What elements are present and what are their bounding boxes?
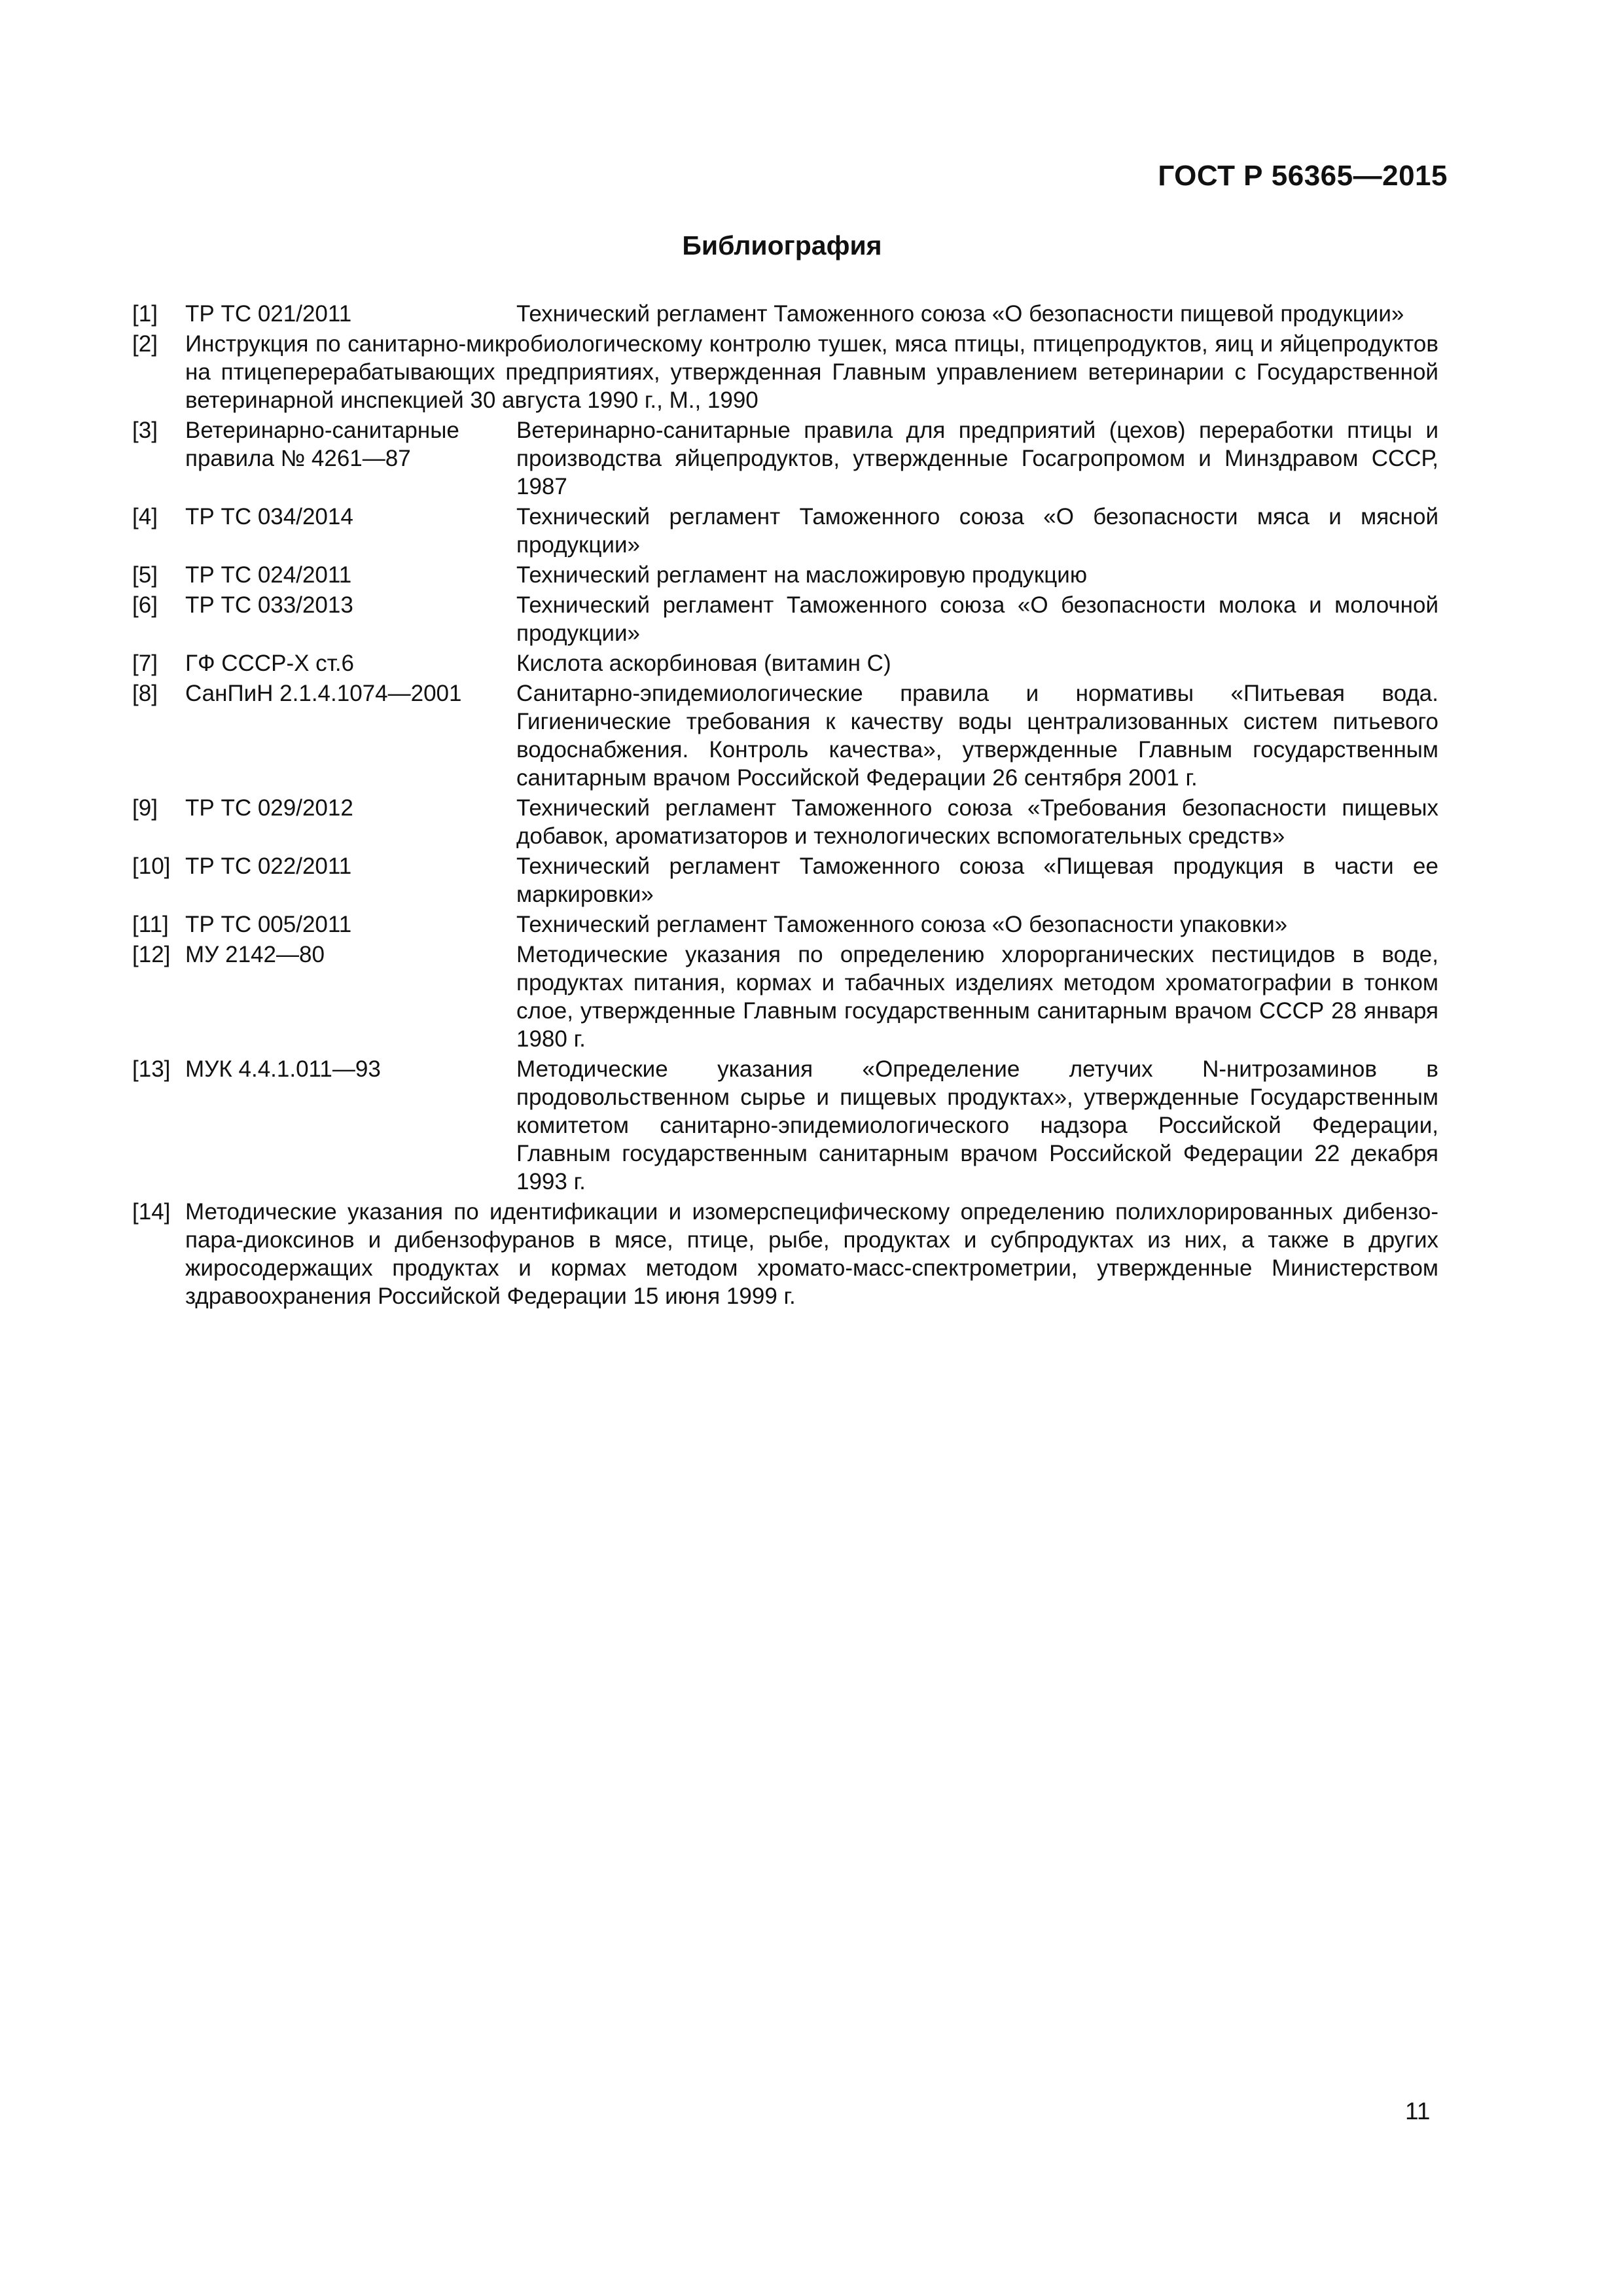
bibliography-list xyxy=(132,300,1438,1312)
entry-code: Ветеринарно-санитарные правила № 4261—87 xyxy=(185,418,459,471)
entry-description: Ветеринарно-санитарные правила для предприятий (цехов) переработки птицы и производства яйцепродуктов, утвержденные Госагропромом и Минздравом СССР, 1987 xyxy=(516,418,1438,499)
entry-description: Методические указания «Определение летучих N-нитрозаминов в продовольственном сырье и пищевых продуктах», утвержденные Государственным комитетом санитарно-эпидемиологического надзора Российской Федерации, Главным государственным санитарным врачом Российской Федерации 22 декабря 1993 г. xyxy=(516,1056,1438,1194)
entry-number: [6] xyxy=(132,592,158,618)
entry-number: [11] xyxy=(132,912,169,937)
bibliography-entry-4 xyxy=(132,503,1438,559)
entry-number: [4] xyxy=(132,504,158,529)
document-code: ГОСТ Р 56365—2015 xyxy=(1158,160,1448,192)
entry-number: [9] xyxy=(132,795,158,821)
bibliography-entry-1 xyxy=(132,300,1438,328)
entry-code: ТР ТС 029/2012 xyxy=(185,795,353,821)
entry-number: [7] xyxy=(132,651,158,676)
entry-description: Технический регламент Таможенного союза «О безопасности молока и молочной продукции» xyxy=(516,592,1438,646)
entry-description: Технический регламент Таможенного союза «О безопасности мяса и мясной продукции» xyxy=(516,504,1438,558)
bibliography-entry-6 xyxy=(132,591,1438,647)
entry-number: [13] xyxy=(132,1056,171,1082)
entry-full-text: Методические указания по идентификации и изомерспецифическому определению полихлорированных дибензо-пара-диоксинов и дибензофуранов в мясе, птице, рыбе, продуктах и субпродуктах из них, а также в других жиросодержащих продуктах и кормах методом хромато-масс-спектрометрии, утвержденные Министерством здравоохранения Российской Федерации 15 июня 1999 г. xyxy=(185,1199,1438,1309)
entry-description: Технический регламент на масложировую продукцию xyxy=(516,562,1088,588)
entry-code: ГФ СССР-Х ст.6 xyxy=(185,651,355,676)
entry-description: Технический регламент Таможенного союза «О безопасности пищевой продукции» xyxy=(516,301,1404,327)
entry-number: [12] xyxy=(132,942,171,967)
entry-code: МУК 4.4.1.011—93 xyxy=(185,1056,381,1082)
entry-number: [14] xyxy=(132,1199,171,1225)
page-title: Библиография xyxy=(682,230,882,260)
entry-description: Технический регламент Таможенного союза «Требования безопасности пищевых добавок, ароматизаторов и технологических вспомогательных средств» xyxy=(516,795,1438,849)
bibliography-entry-12 xyxy=(132,941,1438,1053)
entry-number: [2] xyxy=(132,331,158,357)
entry-description: Методические указания по определению хлорорганических пестицидов в воде, продуктах питания, кормах и табачных изделиях методом хроматографии в тонком слое, утвержденные Главным государственным санитарным врачом СССР 28 января 1980 г. xyxy=(516,942,1438,1052)
bibliography-entry-5 xyxy=(132,561,1438,589)
entry-number: [3] xyxy=(132,418,158,443)
entry-number: [10] xyxy=(132,853,171,879)
entry-number: [8] xyxy=(132,681,158,706)
bibliography-entry-9 xyxy=(132,794,1438,850)
bibliography-entry-3 xyxy=(132,416,1438,501)
bibliography-entry-8 xyxy=(132,679,1438,792)
entry-code: МУ 2142—80 xyxy=(185,942,325,967)
entry-code: ТР ТС 022/2011 xyxy=(185,853,352,879)
bibliography-entry-2 xyxy=(132,330,1438,414)
bibliography-entry-7 xyxy=(132,649,1438,677)
entry-description: Технический регламент Таможенного союза «Пищевая продукция в части ее маркировки» xyxy=(516,853,1438,907)
entry-code: ТР ТС 033/2013 xyxy=(185,592,353,618)
bibliography-entry-14 xyxy=(132,1198,1438,1310)
entry-description: Кислота аскорбиновая (витамин С) xyxy=(516,651,891,676)
entry-code: ТР ТС 034/2014 xyxy=(185,504,353,529)
entry-full-text: Инструкция по санитарно-микробиологическому контролю тушек, мяса птицы, птицепродуктов, яиц и яйцепродуктов на птицеперерабатывающих предприятиях, утвержденная Главным управлением ветеринарии с Государственной ветеринарной инспекцией 30 августа 1990 г., М., 1990 xyxy=(185,331,1438,413)
entry-code: ТР ТС 005/2011 xyxy=(185,912,352,937)
entry-number: [1] xyxy=(132,301,158,327)
entry-description: Технический регламент Таможенного союза «О безопасности упаковки» xyxy=(516,912,1288,937)
bibliography-entry-10 xyxy=(132,852,1438,908)
page-number: 11 xyxy=(1405,2098,1431,2125)
entry-number: [5] xyxy=(132,562,158,588)
entry-description: Санитарно-эпидемиологические правила и нормативы «Питьевая вода. Гигиенические требования к качеству воды централизованных систем питьевого водоснабжения. Контроль качества», утвержденные Главным государственным санитарным врачом Российской Федерации 26 сентября 2001 г. xyxy=(516,681,1438,791)
entry-code: ТР ТС 021/2011 xyxy=(185,301,352,327)
entry-code: ТР ТС 024/2011 xyxy=(185,562,352,588)
bibliography-entry-13 xyxy=(132,1055,1438,1196)
bibliography-entry-11 xyxy=(132,910,1438,939)
entry-code: СанПиН 2.1.4.1074—2001 xyxy=(185,681,462,706)
